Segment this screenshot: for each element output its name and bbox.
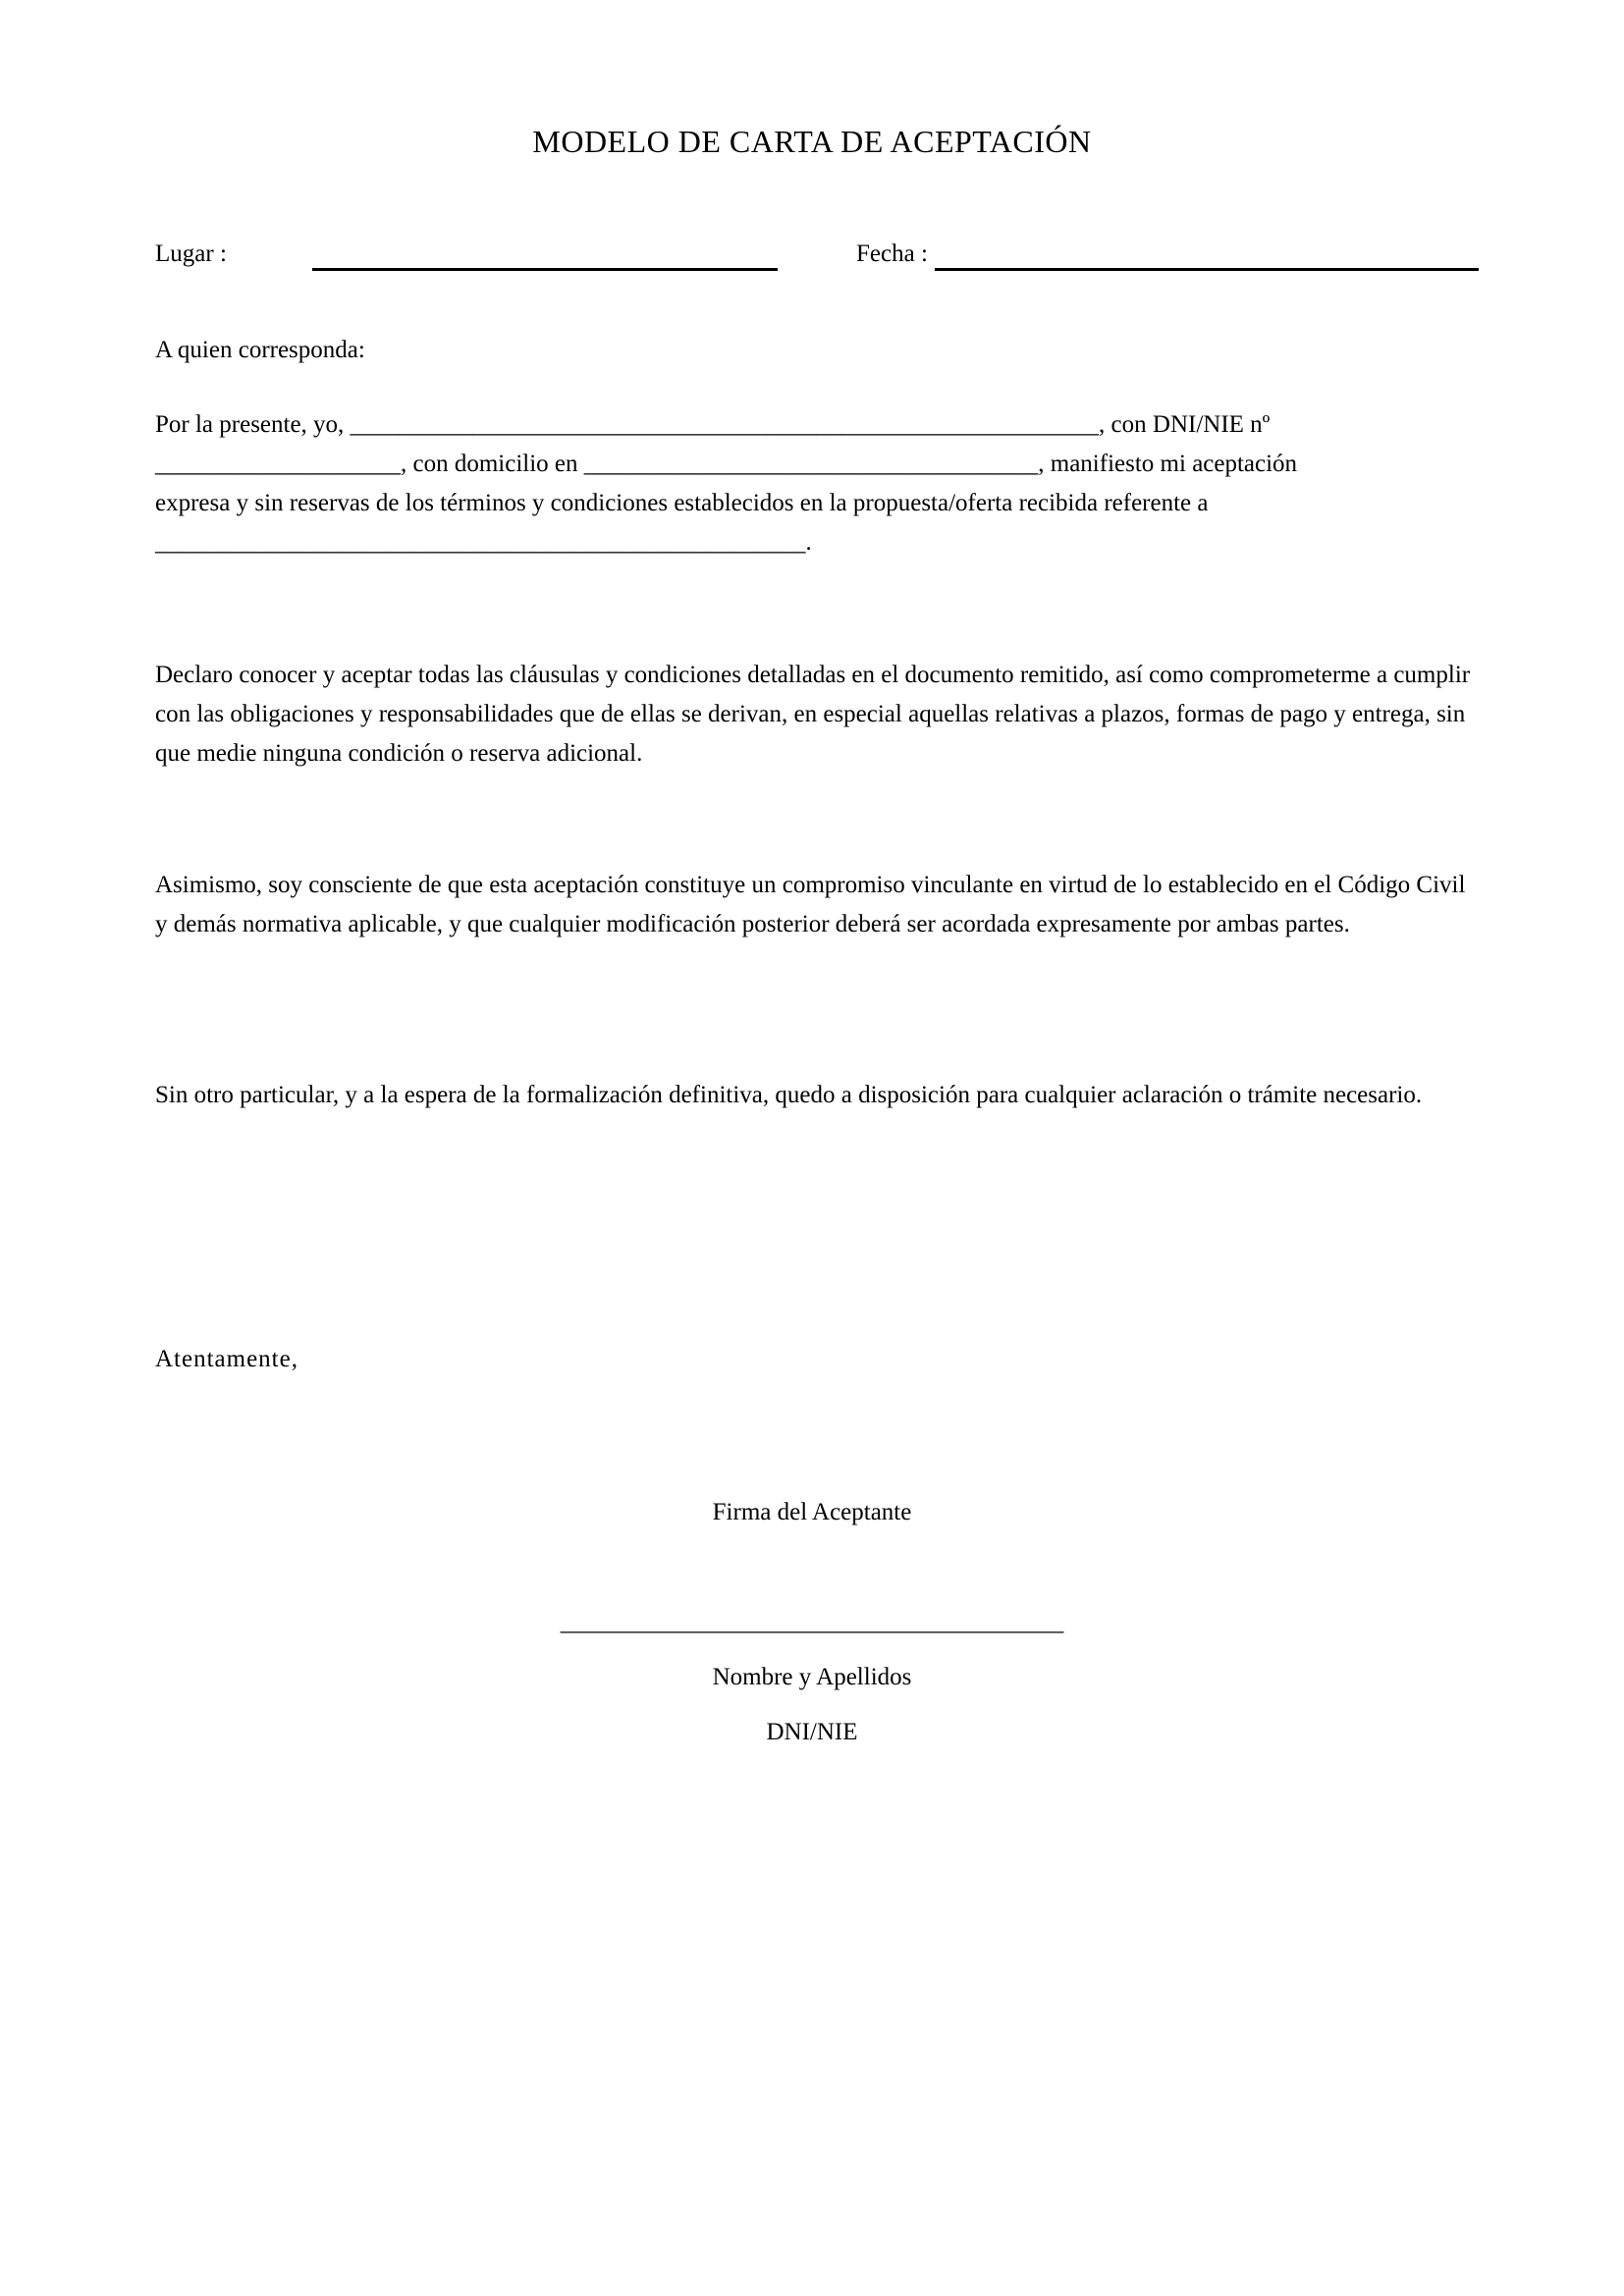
paragraph-commitment: Asimismo, soy consciente de que esta aceptación constituye un compromiso vinculante en virtud de lo establecido en el Código Civil y demás normativa aplicable, y que cualquier modificación posterior deberá ser acordada expresamente por ambas partes. — [155, 872, 1466, 937]
name-label: Nombre y Apellidos — [712, 1664, 912, 1690]
lugar-blank-line — [312, 268, 778, 271]
signature-label: Firma del Aceptante — [712, 1499, 912, 1525]
lugar-label: Lugar : — [155, 240, 227, 267]
body-line-4: _____________________________________________________. — [155, 529, 812, 556]
body-line-2: ____________________, con domicilio en _____________________________________, manifiesto mi aceptación — [155, 451, 1298, 477]
body-line-1: Por la presente, yo, _____________________________________________________________, con DNI/NIE nº — [155, 411, 1271, 438]
paragraph-declaration: Declaro conocer y aceptar todas las cláusulas y condiciones detalladas en el documento remitido, así como comprometerme a cumplir con las obligaciones y responsabilidades que de ellas se derivan, en especial aquellas relativas a plazos, formas de pago y entrega, sin que medie ninguna condición o reserva adicional. — [155, 662, 1471, 767]
salutation: A quien corresponda: — [155, 337, 365, 363]
fecha-label: Fecha : — [856, 240, 928, 267]
signature-line: _________________________________________ — [560, 1609, 1064, 1635]
page-title: MODELO DE CARTA DE ACEPTACIÓN — [532, 124, 1092, 159]
closing-salutation: Atentamente, — [155, 1346, 298, 1372]
fecha-blank-line — [935, 268, 1479, 271]
id-label: DNI/NIE — [766, 1719, 858, 1745]
body-line-3: expresa y sin reservas de los términos y condiciones establecidos en la propuesta/oferta recibida referente a — [155, 490, 1209, 516]
paragraph-closing-remarks: Sin otro particular, y a la espera de la formalización definitiva, quedo a disposición para cualquier aclaración o trámite necesario. — [155, 1082, 1423, 1108]
